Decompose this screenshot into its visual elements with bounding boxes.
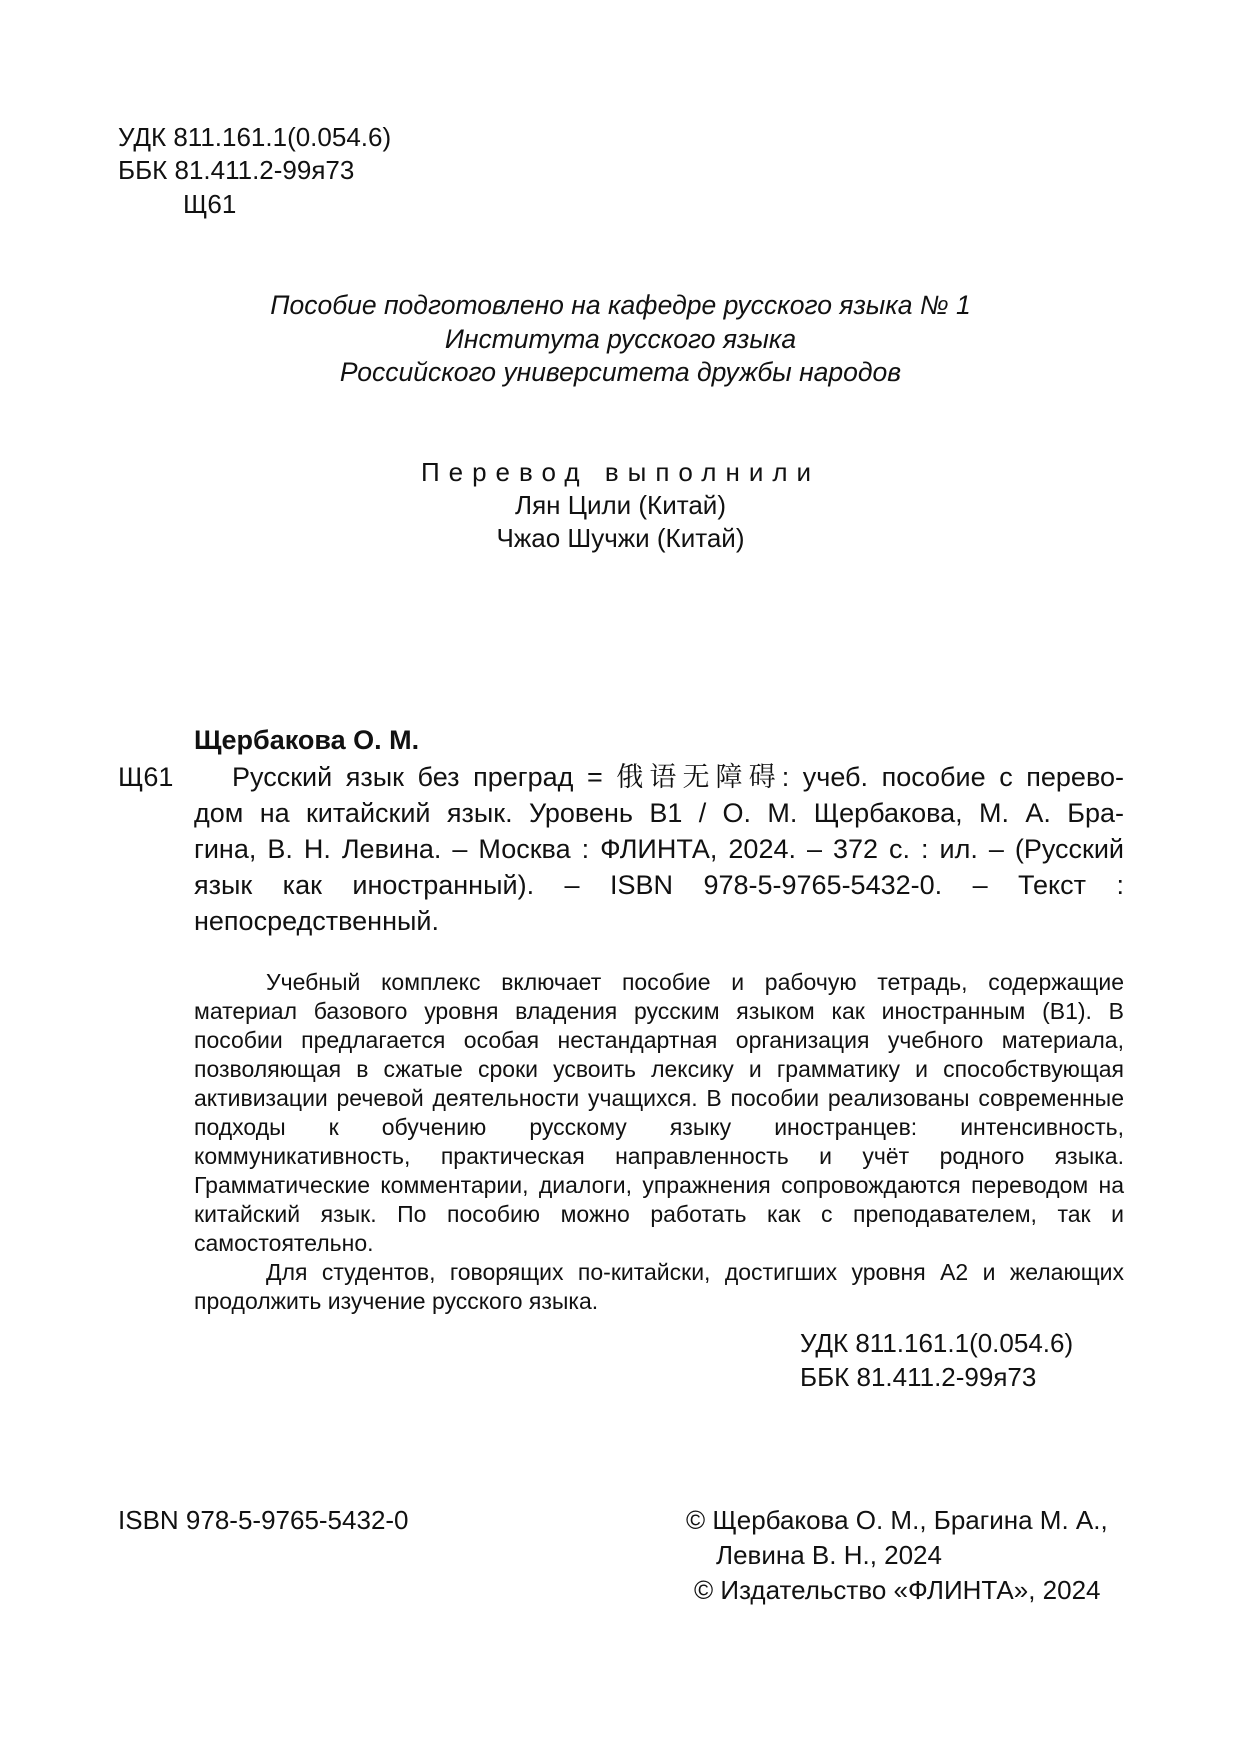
copyright-publisher: © Издательство «ФЛИНТА», 2024 (694, 1575, 1101, 1605)
entry-line-2: дом на китайский язык. Уровень В1 / О. М. Щербакова, М. А. Бра- (194, 798, 1124, 828)
entry-author: Щербакова О. М. (194, 725, 420, 755)
prepared-line-2: Института русского языка (444, 324, 797, 354)
translation-heading: Перевод выполнили (420, 457, 821, 487)
entry-line-4: язык как иностранный). – ISBN 978-5-9765-5432-0. – Текст : (194, 870, 1124, 900)
annotation-paragraph-1: Учебный комплекс включает пособие и рабочую тетрадь, содержащие материал базового уровня владения русским языком как иностранным (В1). В пособии предлагается особая нестандартная организация учебного материала, позволяющая в сжатые сроки усвоить лексику и грамматику и способствующая активизации речевой деятельности учащихся. В пособии реализованы современные подходы к обучению русскому языку иностранцев: интенсивность, коммуникативность, практическая направленность и учёт родного языка. Грамматические комментарии, диалоги, упражнения сопровождаются переводом на китайский язык. По пособию можно работать как с преподавателем, так и самостоятельно. (194, 969, 1124, 1256)
prepared-line-1: Пособие подготовлено на кафедре русского языка № 1 (270, 290, 971, 320)
entry-line-3: гина, В. Н. Левина. – Москва : ФЛИНТА, 2024. – 372 с. : ил. – (Русский (194, 834, 1124, 864)
entry-sign: Щ61 (118, 762, 174, 792)
entry-line-5: непосредственный. (194, 906, 439, 936)
index-bbk: ББК 81.411.2-99я73 (800, 1362, 1037, 1392)
prepared-line-3: Российского университета дружбы народов (339, 357, 902, 387)
translator-1: Лян Цили (Китай) (515, 490, 726, 520)
copyright-authors-line-1: © Щербакова О. М., Брагина М. А., (686, 1505, 1108, 1535)
index-udk: УДК 811.161.1(0.054.6) (800, 1328, 1074, 1358)
copyright-authors-line-2: Левина В. Н., 2024 (716, 1540, 942, 1570)
annotation-paragraph-2: Для студентов, говорящих по-китайски, достигших уровня А2 и желающих продолжить изучение русского языка. (194, 1259, 1124, 1314)
author-sign: Щ61 (183, 189, 237, 219)
bbk-code: ББК 81.411.2-99я73 (118, 155, 355, 185)
translator-2: Чжао Шучжи (Китай) (496, 523, 745, 553)
annotation (194, 968, 1124, 1316)
isbn: ISBN 978-5-9765-5432-0 (118, 1505, 409, 1535)
udk-code: УДК 811.161.1(0.054.6) (118, 122, 392, 152)
entry-line-1: Русский язык без преград = 俄语无障碍: учеб. пособие с перево- (232, 762, 1124, 792)
